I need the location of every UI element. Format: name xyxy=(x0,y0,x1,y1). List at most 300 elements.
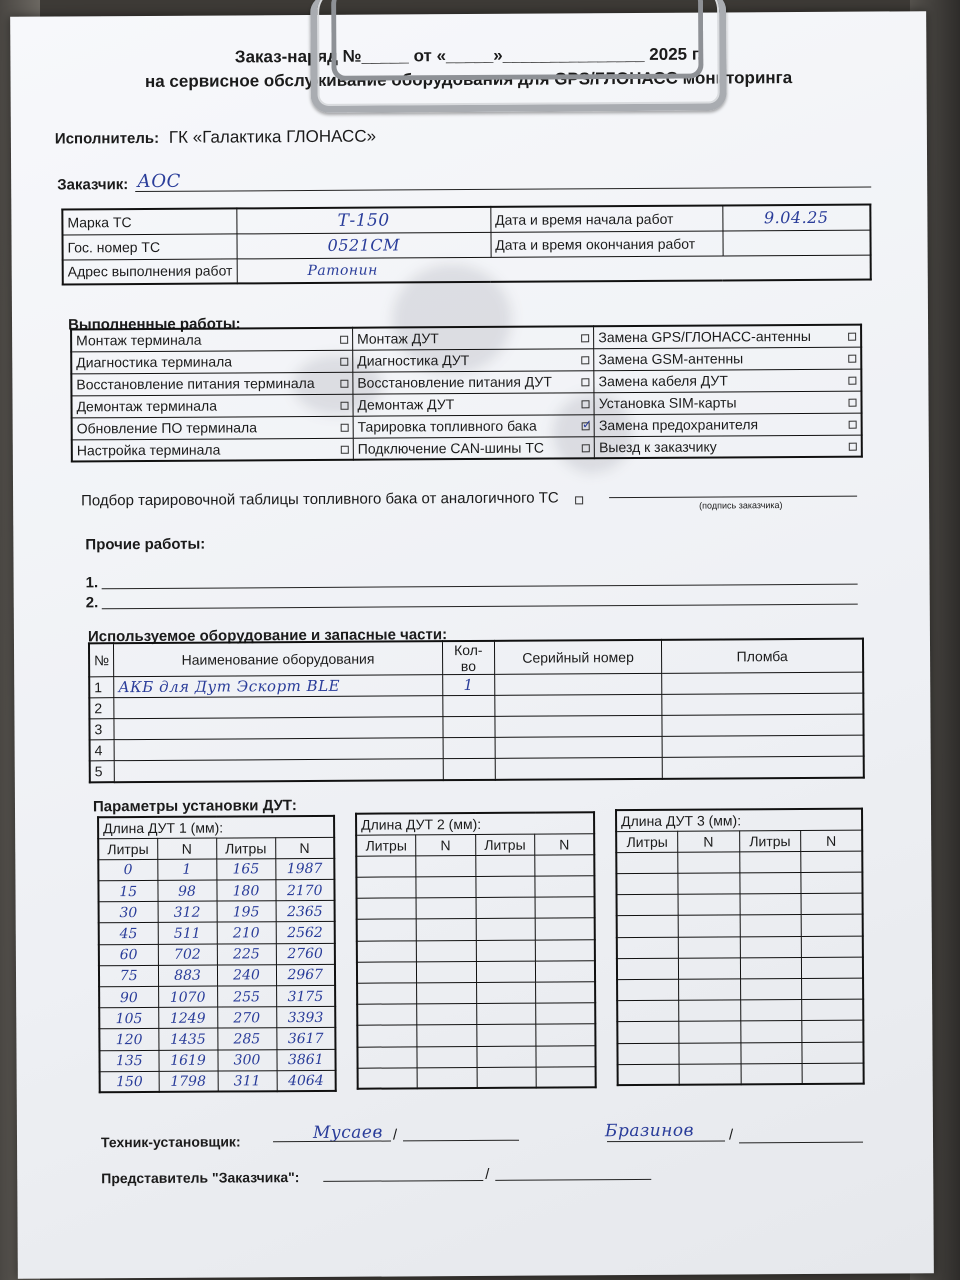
work-checkbox[interactable] xyxy=(340,380,348,388)
dut-cell xyxy=(801,936,863,958)
customer-rep-label: Представитель "Заказчика": xyxy=(101,1169,300,1187)
dut-value: 4064 xyxy=(288,1073,324,1090)
work-item-label: Замена предохранителя xyxy=(598,416,759,434)
dut-value: 1798 xyxy=(170,1073,207,1090)
dut-value: 1070 xyxy=(169,989,206,1006)
dut-cell xyxy=(158,1007,217,1029)
work-item[interactable] xyxy=(594,413,861,437)
dut-cell xyxy=(476,982,536,1004)
dut-cell xyxy=(158,923,217,945)
calibration-label: Подбор тарировочной таблицы топливного бака от аналогичного ТС xyxy=(81,489,559,510)
work-checkbox[interactable] xyxy=(340,402,348,410)
dut-cell xyxy=(535,897,595,919)
work-item[interactable] xyxy=(71,350,353,374)
end-value xyxy=(723,230,871,256)
dut-cell xyxy=(679,1064,741,1086)
dut-row xyxy=(357,1024,595,1047)
dut-cell xyxy=(535,939,595,961)
work-checkbox[interactable] xyxy=(848,333,856,341)
dut-cell xyxy=(617,1043,679,1065)
brand-value: Т-150 xyxy=(337,210,390,231)
dut-cell xyxy=(276,964,335,986)
executor-label: Исполнитель: xyxy=(54,129,160,148)
work-item-label: Диагностика ДУТ xyxy=(357,352,470,369)
dut-row xyxy=(356,876,594,899)
dut-cell xyxy=(276,922,335,944)
dut-cell xyxy=(217,986,276,1008)
dut-row xyxy=(99,1007,335,1030)
work-checkbox[interactable] xyxy=(849,421,857,429)
dut-column-header: Литры xyxy=(98,838,157,860)
work-item-label: Замена кабеля ДУТ xyxy=(598,372,728,390)
equipment-cell xyxy=(495,715,663,737)
dut-row xyxy=(616,872,862,895)
dut-cell xyxy=(678,894,740,916)
dut-cell xyxy=(99,986,158,1008)
work-checkbox[interactable] xyxy=(849,442,857,450)
dut-cell xyxy=(217,901,276,923)
dut-column-header: N xyxy=(416,834,476,856)
dut-cell xyxy=(476,919,536,941)
dut-cell xyxy=(276,985,335,1007)
dut-cell xyxy=(277,1070,336,1092)
equipment-cell-value: АКБ для Дут Эскорт BLE xyxy=(118,676,341,697)
equipment-cell xyxy=(495,757,663,779)
dut-cell xyxy=(416,940,476,962)
work-item[interactable] xyxy=(594,325,861,349)
slash-2: / xyxy=(728,1126,734,1144)
dut-column-header: Литры xyxy=(216,837,275,859)
dut-cell xyxy=(536,1045,596,1067)
dut-cell xyxy=(801,872,863,894)
customer-label: Заказчик: xyxy=(57,176,129,194)
dut-cell xyxy=(535,876,595,898)
dut-row xyxy=(99,1028,335,1051)
start-label: Дата и время начала работ xyxy=(491,205,723,231)
dut-row xyxy=(617,1042,863,1065)
dut-row xyxy=(617,957,863,980)
dut-cell xyxy=(276,1049,335,1071)
dut-cell xyxy=(617,979,679,1001)
dut-value: 3861 xyxy=(287,1052,324,1069)
dut-cell xyxy=(678,873,740,895)
equipment-cell xyxy=(89,698,114,719)
equipment-cell xyxy=(89,719,114,740)
work-checkbox[interactable] xyxy=(848,377,856,385)
dut-cell xyxy=(275,858,334,880)
equipment-cell xyxy=(114,717,443,740)
work-item[interactable] xyxy=(72,416,354,440)
equipment-cell xyxy=(90,761,115,782)
dut-column-header: Литры xyxy=(739,830,801,852)
work-item[interactable] xyxy=(71,394,353,418)
executor-value: ГК «Галактика ГЛОНАСС» xyxy=(168,126,377,147)
dut-title: Параметры установки ДУТ: xyxy=(92,797,297,816)
dut-cell xyxy=(416,919,476,941)
equipment-cell xyxy=(114,759,443,782)
work-item-label: Обновление ПО терминала xyxy=(76,419,258,437)
equipment-cell xyxy=(495,736,663,758)
dut-column-header: N xyxy=(157,838,216,860)
customer-value: АОС xyxy=(137,170,181,193)
dut-value: 225 xyxy=(232,946,260,963)
dut-cell xyxy=(617,916,679,938)
dut-row xyxy=(617,1020,863,1043)
brand-label: Марка ТС xyxy=(62,208,236,234)
equipment-cell-value: 3 xyxy=(94,721,103,738)
work-order-sheet xyxy=(10,11,934,1279)
dut-value: 60 xyxy=(119,947,138,964)
dut-cell xyxy=(475,876,535,898)
dut-value: 30 xyxy=(119,904,138,922)
dut-cell xyxy=(617,1022,679,1044)
dut-column-header: Литры xyxy=(356,835,416,857)
dut-value: 98 xyxy=(178,883,196,900)
dut-cell xyxy=(679,1000,741,1022)
clipboard-clip xyxy=(310,0,727,113)
technician-signature-1: Мусаев xyxy=(312,1122,383,1143)
dut-value: 15 xyxy=(119,883,138,900)
work-item[interactable] xyxy=(353,370,594,393)
dut-cell xyxy=(356,877,416,899)
technician-signature-2: Бразинов xyxy=(604,1120,695,1142)
dut-cell xyxy=(357,1004,417,1026)
dut-cell xyxy=(678,958,740,980)
equipment-row xyxy=(90,756,864,782)
dut-value: 511 xyxy=(173,925,201,942)
dut-cell xyxy=(158,986,217,1008)
dut-row xyxy=(99,901,335,924)
dut-cell xyxy=(99,1050,158,1072)
equipment-cell xyxy=(443,695,495,716)
works-table xyxy=(70,324,863,463)
dut-value: 312 xyxy=(173,904,201,921)
work-item[interactable] xyxy=(71,328,353,352)
dut-row xyxy=(618,1063,864,1086)
dut-cell xyxy=(536,1003,596,1025)
dut-cell xyxy=(618,1064,680,1086)
work-checkbox[interactable] xyxy=(581,335,589,343)
dut-value: 255 xyxy=(233,988,261,1006)
dut-cell xyxy=(802,999,864,1021)
dut-row xyxy=(617,936,863,959)
work-item[interactable] xyxy=(71,372,353,396)
end-label: Дата и время окончания работ xyxy=(491,230,723,256)
equipment-title: Используемое оборудование и запасные части: xyxy=(87,626,448,646)
dut-cell xyxy=(476,1046,536,1068)
work-item[interactable] xyxy=(72,438,354,462)
plate-label: Гос. номер ТС xyxy=(62,233,236,259)
dut-cell xyxy=(536,982,596,1004)
dut-cell xyxy=(679,1042,741,1064)
dut-cell xyxy=(617,937,679,959)
address-label: Адрес выполнения работ xyxy=(63,258,237,284)
dut-value: 135 xyxy=(115,1053,143,1070)
dut-value: 75 xyxy=(119,968,138,985)
equipment-cell-value: 4 xyxy=(94,742,103,759)
dut-length-caption: Длина ДУТ 2 (мм): xyxy=(356,812,594,835)
technician-label: Техник-установщик: xyxy=(100,1133,241,1151)
start-value: 9.04.25 xyxy=(763,208,829,228)
equipment-cell xyxy=(114,675,443,698)
dut-value: 1987 xyxy=(286,861,323,878)
dut-value: 2967 xyxy=(287,967,324,984)
dut-cell xyxy=(616,873,678,895)
dut-cell xyxy=(217,1028,276,1050)
work-item[interactable] xyxy=(353,414,594,437)
dut-cell xyxy=(99,902,158,924)
dut-cell xyxy=(356,856,416,878)
work-item[interactable] xyxy=(352,326,593,349)
dut-row xyxy=(99,985,335,1008)
dut-cell xyxy=(217,1049,276,1071)
slash-1: / xyxy=(392,1126,398,1144)
dut-row xyxy=(100,1070,336,1093)
dut-cell xyxy=(158,965,217,987)
dut-value: 1 xyxy=(182,862,192,879)
dut-row xyxy=(617,999,863,1022)
dut-cell xyxy=(535,918,595,940)
dut-row xyxy=(357,1003,595,1026)
dut-cell xyxy=(740,1042,802,1064)
dut-cell xyxy=(536,1024,596,1046)
dut-cell xyxy=(357,898,417,920)
other-item-1-number: 1. xyxy=(85,574,99,592)
dut-length-caption: Длина ДУТ 1 (мм): xyxy=(98,816,334,839)
dut-cell xyxy=(98,880,157,902)
equipment-header: Кол-во xyxy=(442,641,494,675)
dut-row xyxy=(357,918,595,941)
dut-cell xyxy=(741,1063,803,1085)
dut-cell xyxy=(740,894,802,916)
equipment-cell-value: 2 xyxy=(94,700,103,717)
dut-cell xyxy=(802,1063,864,1085)
dut-cell xyxy=(802,1042,864,1064)
dut-value: 883 xyxy=(174,968,201,985)
dut-cell xyxy=(158,1028,217,1050)
dut-cell xyxy=(535,961,595,983)
work-item-label: Демонтаж терминала xyxy=(76,397,218,415)
dut-cell xyxy=(276,1007,335,1029)
dut-cell xyxy=(477,1067,537,1089)
calibration-checkbox[interactable] xyxy=(575,496,583,504)
work-checkbox[interactable] xyxy=(340,358,348,366)
equipment-cell xyxy=(443,674,495,695)
dut-length-caption: Длина ДУТ 3 (мм): xyxy=(616,809,862,832)
address-value: Ратонин xyxy=(307,262,378,279)
work-item[interactable] xyxy=(353,436,594,459)
dut-cell xyxy=(276,943,335,965)
dut-row xyxy=(616,851,862,874)
dut-table-1 xyxy=(97,815,337,1094)
plate-value: 0521СМ xyxy=(327,235,401,255)
dut-cell xyxy=(802,978,864,1000)
dut-cell xyxy=(216,859,275,881)
other-works-title: Прочие работы: xyxy=(85,535,206,554)
dut-cell xyxy=(99,944,158,966)
work-item-label: Настройка терминала xyxy=(76,441,221,459)
dut-cell xyxy=(801,851,863,873)
dut-cell xyxy=(416,961,476,983)
work-checkbox[interactable] xyxy=(340,336,348,344)
dut-cell xyxy=(98,859,157,881)
dut-cell xyxy=(417,1025,477,1047)
equipment-cell xyxy=(662,672,863,694)
dut-row xyxy=(98,858,334,881)
dut-cell xyxy=(740,936,802,958)
dut-cell xyxy=(217,943,276,965)
works-title: Выполненные работы: xyxy=(67,315,241,334)
dut-cell xyxy=(157,859,216,881)
dut-column-header: N xyxy=(535,833,595,855)
dut-cell xyxy=(276,1028,335,1050)
dut-value: 45 xyxy=(119,926,138,943)
dut-cell xyxy=(535,855,595,877)
dut-value: 702 xyxy=(173,946,201,964)
work-item[interactable] xyxy=(594,391,861,415)
work-checkbox[interactable] xyxy=(848,355,856,363)
equipment-header: Серийный номер xyxy=(494,640,662,675)
work-checkbox[interactable] xyxy=(582,378,590,386)
work-checkbox[interactable] xyxy=(582,444,590,452)
dut-value: 240 xyxy=(233,967,260,984)
dut-row xyxy=(357,939,595,962)
dut-cell xyxy=(740,1021,802,1043)
dut-row xyxy=(357,897,595,920)
dut-table-3 xyxy=(615,808,865,1087)
equipment-cell xyxy=(662,756,863,778)
work-item-label: Диагностика терминала xyxy=(76,353,233,371)
dut-value: 165 xyxy=(232,861,260,878)
dut-value: 1249 xyxy=(169,1010,206,1027)
slash-3: / xyxy=(485,1165,490,1183)
dut-row xyxy=(357,961,595,984)
dut-cell xyxy=(417,1004,477,1026)
work-item-label: Подключение CAN-шины ТС xyxy=(357,439,545,457)
dut-cell xyxy=(536,1067,596,1089)
dut-cell xyxy=(416,898,476,920)
dut-value: 150 xyxy=(115,1074,143,1091)
dut-cell xyxy=(740,915,802,937)
dut-value: 210 xyxy=(232,925,260,942)
work-item[interactable] xyxy=(353,348,594,371)
dut-value: 195 xyxy=(232,904,260,921)
dut-cell xyxy=(475,855,535,877)
dut-row xyxy=(358,1067,596,1090)
dut-value: 90 xyxy=(119,989,138,1006)
equipment-cell xyxy=(495,694,663,716)
dut-cell xyxy=(617,958,679,980)
work-item[interactable] xyxy=(594,369,861,393)
work-checkbox[interactable] xyxy=(341,445,349,453)
work-item-label: Установка SIM-карты xyxy=(598,394,737,412)
work-checkbox[interactable] xyxy=(582,422,590,430)
order-subtitle: на сервисное обслуживание оборудования для GPS/ГЛОНАСС мониторинга xyxy=(144,68,793,91)
dut-cell xyxy=(476,1003,536,1025)
dut-cell xyxy=(276,901,335,923)
dut-cell xyxy=(275,879,334,901)
dut-value: 300 xyxy=(233,1052,261,1069)
dut-value: 180 xyxy=(232,882,260,900)
dut-cell xyxy=(678,915,740,937)
dut-cell xyxy=(357,1046,417,1068)
dut-column-header: N xyxy=(801,830,863,852)
dut-row xyxy=(98,879,334,902)
dut-cell xyxy=(216,880,275,902)
dut-cell xyxy=(476,961,536,983)
dut-row xyxy=(357,982,595,1005)
work-checkbox[interactable] xyxy=(582,356,590,364)
dut-value: 3175 xyxy=(287,988,324,1005)
work-item-label: Монтаж терминала xyxy=(76,331,202,349)
dut-value: 1435 xyxy=(170,1031,206,1048)
dut-cell xyxy=(739,851,801,873)
work-item[interactable] xyxy=(353,392,594,415)
dut-cell xyxy=(357,962,417,984)
dut-cell xyxy=(357,940,417,962)
dut-row xyxy=(617,915,863,938)
vehicle-table xyxy=(61,204,871,286)
dut-cell xyxy=(99,923,158,945)
equipment-cell-value: 1 xyxy=(94,679,103,696)
dut-row xyxy=(99,922,335,945)
dut-value: 285 xyxy=(233,1031,261,1048)
dut-cell xyxy=(802,1020,864,1042)
order-title: Заказ-наряд №_____ от «_____»_______________ 2025 г. xyxy=(234,44,702,67)
dut-cell xyxy=(617,894,679,916)
work-checkbox[interactable] xyxy=(849,399,857,407)
dut-row xyxy=(99,943,335,966)
equipment-cell xyxy=(114,696,443,719)
work-item-label: Восстановление питания ДУТ xyxy=(357,373,552,391)
dut-cell xyxy=(99,965,158,987)
dut-cell xyxy=(739,873,801,895)
customer-sign-caption: (подпись заказчика) xyxy=(699,500,783,511)
dut-value: 2562 xyxy=(287,924,323,942)
work-checkbox[interactable] xyxy=(582,400,590,408)
dut-value: 3617 xyxy=(287,1030,324,1048)
dut-table-2 xyxy=(355,811,597,1090)
dut-row xyxy=(357,1045,595,1068)
dut-cell xyxy=(476,940,536,962)
dut-column-header: N xyxy=(678,831,740,853)
equipment-cell xyxy=(494,673,662,695)
dut-cell xyxy=(417,1067,477,1089)
dut-cell xyxy=(157,880,216,902)
work-checkbox[interactable] xyxy=(341,424,349,432)
dut-cell xyxy=(158,944,217,966)
dut-value: 1619 xyxy=(170,1052,206,1070)
equipment-cell xyxy=(90,740,115,761)
dut-cell xyxy=(99,1029,158,1051)
equipment-cell xyxy=(443,716,495,737)
equipment-cell xyxy=(662,693,863,715)
equipment-table xyxy=(88,638,865,783)
work-item[interactable] xyxy=(594,347,861,371)
dut-cell xyxy=(740,1000,802,1022)
equipment-cell xyxy=(89,677,114,698)
dut-cell xyxy=(679,979,741,1001)
work-item-label: Замена GSM-антенны xyxy=(598,350,744,368)
dut-cell xyxy=(158,901,217,923)
dut-cell xyxy=(801,893,863,915)
work-item[interactable] xyxy=(594,435,861,459)
dut-cell xyxy=(217,965,276,987)
dut-value: 105 xyxy=(115,1010,143,1027)
other-item-2-number: 2. xyxy=(85,594,99,612)
dut-row xyxy=(99,1049,335,1072)
dut-value: 120 xyxy=(115,1031,143,1049)
